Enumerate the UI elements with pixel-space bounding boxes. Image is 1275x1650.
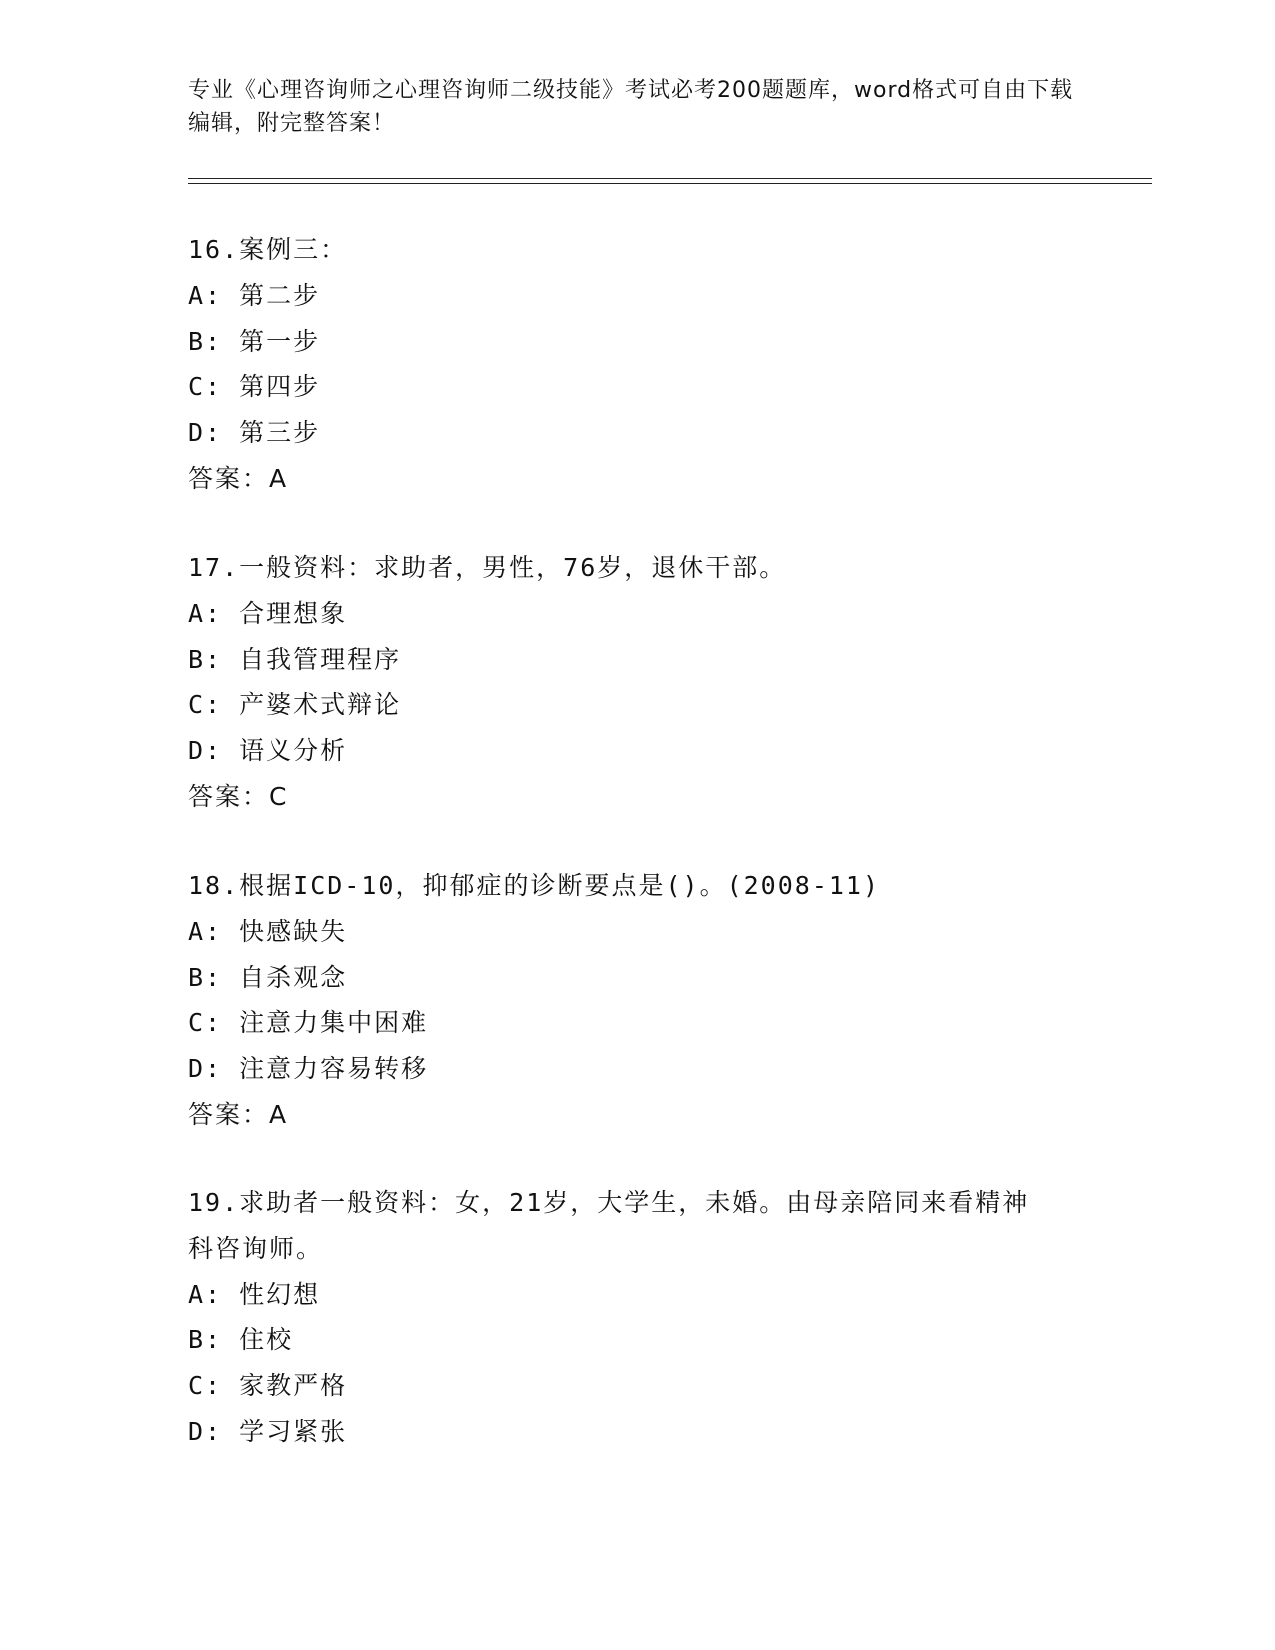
question-17 xyxy=(188,545,1088,820)
question-18 xyxy=(188,863,1088,1138)
option-b: B: 第一步 xyxy=(188,326,321,356)
option-d: D: 学习紧张 xyxy=(188,1416,348,1446)
document-header: 专业《心理咨询师之心理咨询师二级技能》考试必考200题题库，word格式可自由下载编辑，附完整答案！ xyxy=(188,78,1074,136)
option-d: D: 语义分析 xyxy=(188,736,348,766)
option-b: B: 住校 xyxy=(188,1325,294,1355)
option-d: D: 第三步 xyxy=(188,418,321,448)
option-a: A: 第二步 xyxy=(188,280,321,310)
question-stem: 16.案例三： xyxy=(188,235,348,264)
option-c: C: 家教严格 xyxy=(188,1371,348,1401)
answer-line: 答案：C xyxy=(188,781,289,811)
question-stem: 18.根据ICD-10，抑郁症的诊断要点是()。(2008-11) xyxy=(188,871,881,900)
question-stem: 17.一般资料：求助者，男性，76岁，退休干部。 xyxy=(188,553,787,582)
option-c: C: 产婆术式辩论 xyxy=(188,690,402,720)
option-a: A: 快感缺失 xyxy=(188,916,348,946)
question-stem-line-1: 19.求助者一般资料：女，21岁，大学生，未婚。由母亲陪同来看精神 xyxy=(188,1188,1030,1217)
option-c: C: 第四步 xyxy=(188,372,321,402)
option-c: C: 注意力集中困难 xyxy=(188,1008,429,1038)
option-a: A: 合理想象 xyxy=(188,598,348,628)
option-a: A: 性幻想 xyxy=(188,1279,321,1309)
option-b: B: 自杀观念 xyxy=(188,962,348,992)
header-divider-bottom xyxy=(188,183,1152,184)
option-d: D: 注意力容易转移 xyxy=(188,1054,429,1084)
header-divider-top xyxy=(188,178,1152,179)
question-19 xyxy=(188,1180,1088,1455)
answer-line: 答案：A xyxy=(188,1099,289,1129)
question-stem-line-2: 科咨询师。 xyxy=(188,1233,324,1263)
question-16 xyxy=(188,227,1088,502)
option-b: B: 自我管理程序 xyxy=(188,644,402,674)
answer-line: 答案：A xyxy=(188,463,289,493)
